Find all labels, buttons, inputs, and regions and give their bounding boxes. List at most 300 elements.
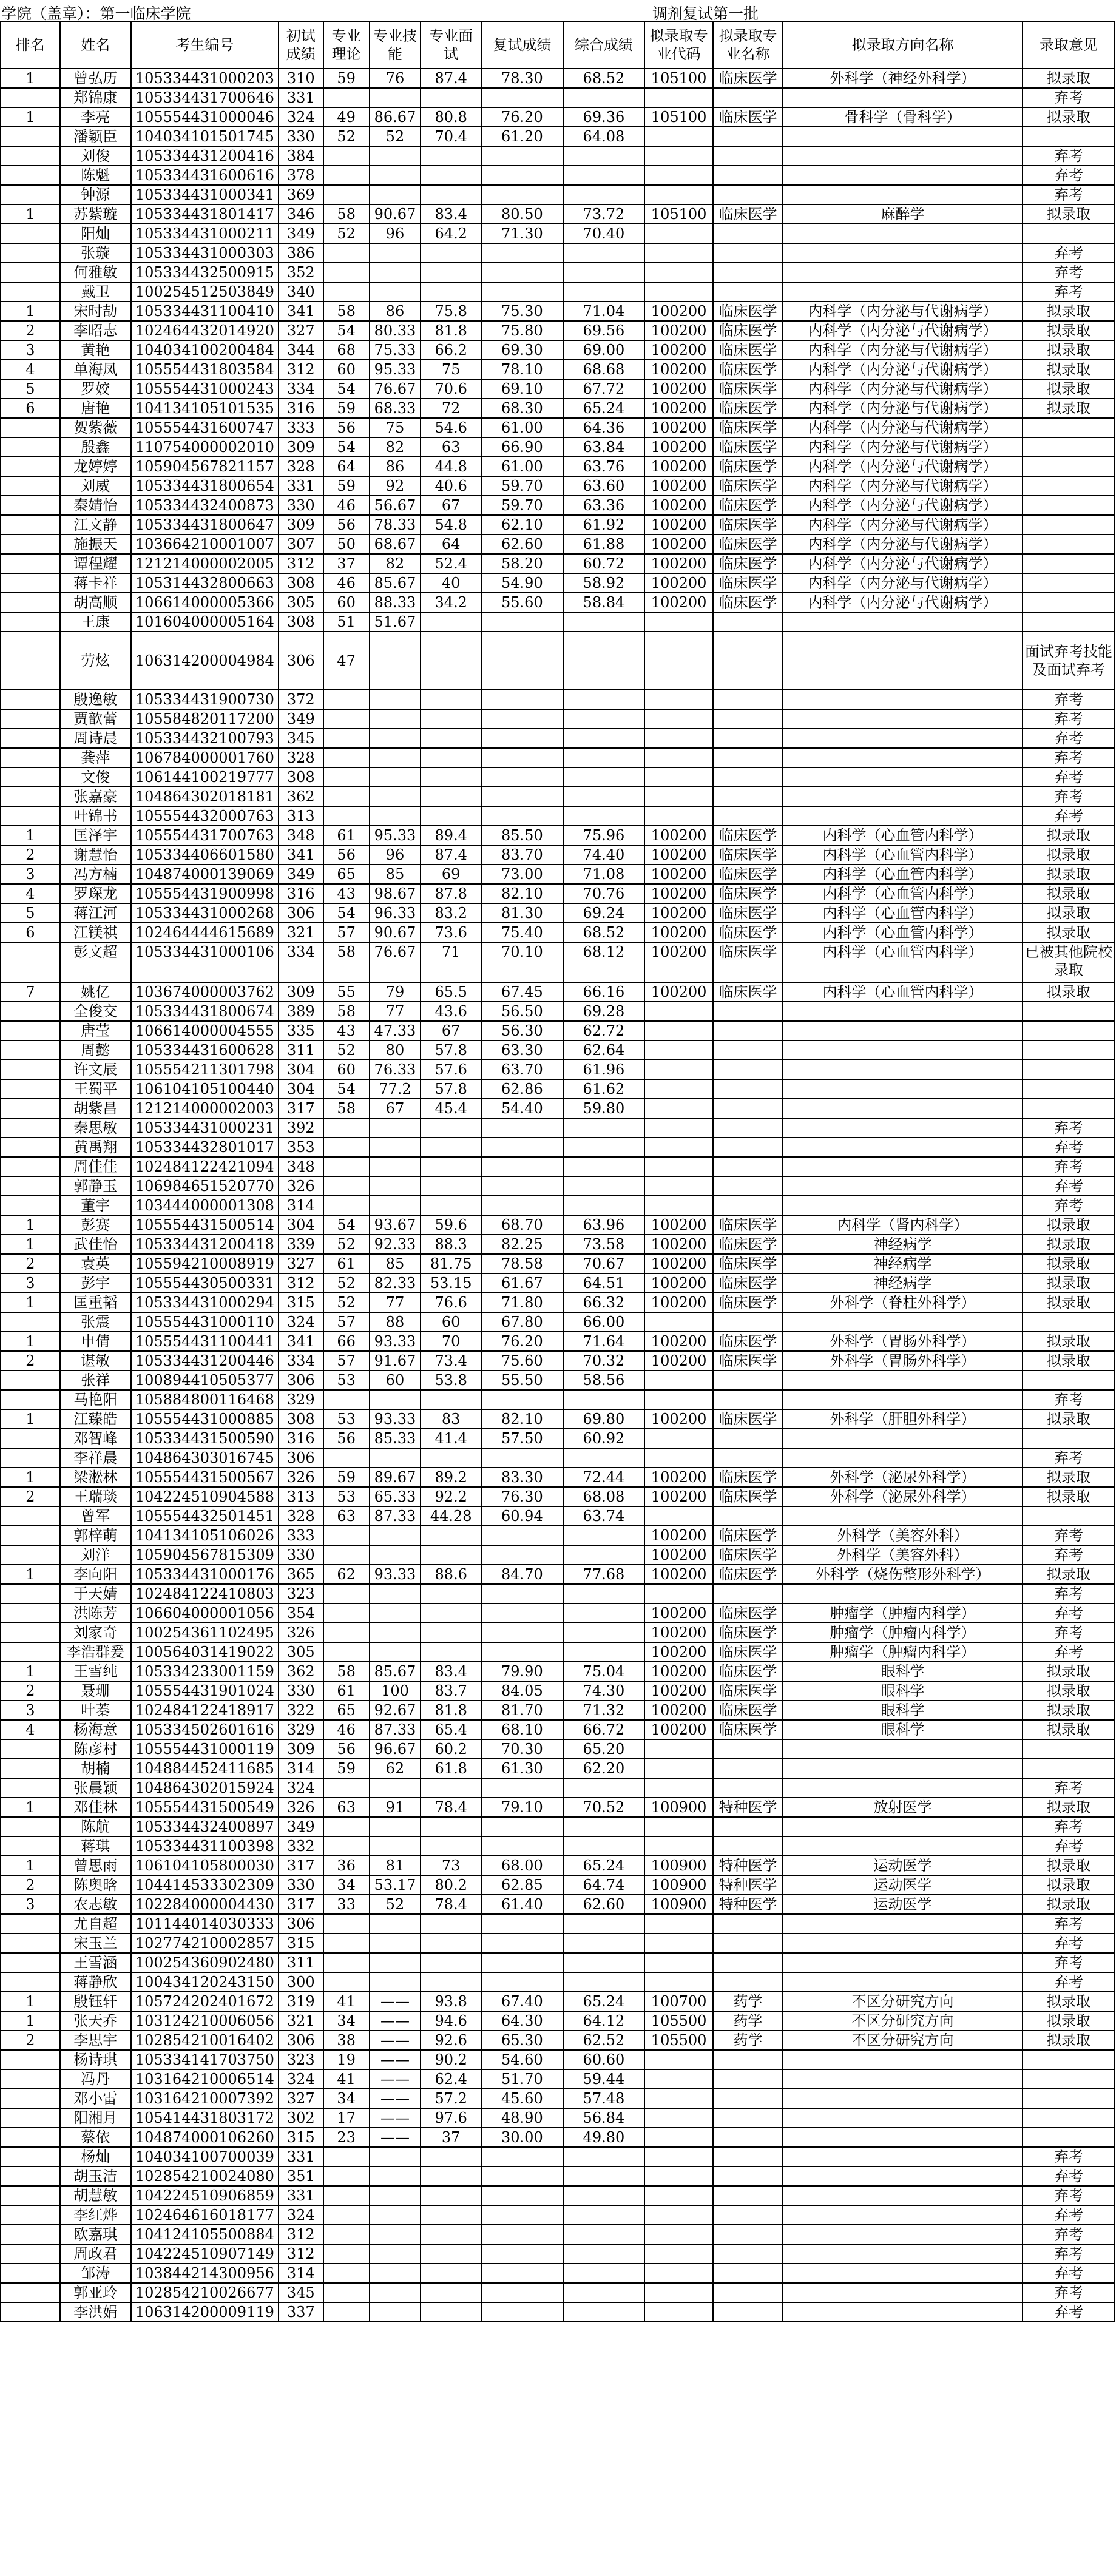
table-row: [1, 1778, 1115, 1798]
major-code-cell: [644, 2128, 713, 2147]
major-name-cell: [713, 282, 783, 302]
major-code-cell: [644, 2069, 713, 2089]
decision-cell: [1023, 496, 1115, 515]
theory-cell: 57: [323, 923, 370, 942]
skill-cell: [370, 2166, 421, 2186]
table-row: [1, 1739, 1115, 1759]
initial-score-cell: 313: [279, 1487, 323, 1506]
interview-cell: [421, 243, 481, 263]
total-score-cell: 72.44: [563, 1468, 645, 1487]
exam-id-cell: 105554431100441: [131, 1332, 279, 1351]
skill-cell: 76: [370, 69, 421, 88]
table-row: [1, 1254, 1115, 1273]
rank-cell: [1, 224, 60, 243]
initial-score-cell: 314: [279, 2264, 323, 2283]
table-row: [1, 166, 1115, 185]
major-code-cell: [644, 2050, 713, 2069]
decision-cell: [1023, 1040, 1115, 1060]
decision-cell: 拟录取: [1023, 2011, 1115, 2031]
table-row: [1, 1176, 1115, 1196]
retest-score-cell: [481, 1934, 563, 1953]
theory-cell: 53: [323, 1371, 370, 1390]
major-name-cell: 临床医学: [713, 107, 783, 127]
direction-cell: 内科学（内分泌与代谢病学）: [783, 321, 1023, 340]
retest-score-cell: 76.30: [481, 1487, 563, 1506]
theory-cell: 52: [323, 127, 370, 146]
name-cell: 于天婧: [60, 1584, 131, 1603]
exam-id-cell: 104034100700039: [131, 2147, 279, 2166]
decision-cell: [1023, 457, 1115, 476]
interview-cell: [421, 88, 481, 107]
initial-score-cell: 326: [279, 1623, 323, 1642]
direction-cell: 运动医学: [783, 1895, 1023, 1914]
exam-id-cell: 104134105101535: [131, 399, 279, 418]
exam-id-cell: 105334431500590: [131, 1429, 279, 1448]
exam-id-cell: 105554432501451: [131, 1506, 279, 1526]
total-score-cell: 63.84: [563, 437, 645, 457]
initial-score-cell: 309: [279, 982, 323, 1002]
decision-cell: 弃考: [1023, 1778, 1115, 1798]
name-cell: 邓小雷: [60, 2089, 131, 2108]
major-name-cell: 临床医学: [713, 1235, 783, 1254]
total-score-cell: [563, 612, 645, 632]
interview-cell: [421, 1934, 481, 1953]
skill-cell: [370, 1836, 421, 1856]
theory-cell: 59: [323, 1759, 370, 1778]
major-code-cell: [644, 2283, 713, 2302]
decision-cell: [1023, 418, 1115, 437]
major-name-cell: 临床医学: [713, 1642, 783, 1662]
retest-score-cell: 82.10: [481, 884, 563, 903]
major-name-cell: [713, 806, 783, 826]
major-name-cell: 临床医学: [713, 1293, 783, 1312]
name-cell: 蒋江河: [60, 903, 131, 923]
rank-cell: [1, 2205, 60, 2225]
exam-id-cell: 105334432801017: [131, 1138, 279, 1157]
name-cell: 邓智峰: [60, 1429, 131, 1448]
retest-score-cell: 76.20: [481, 1332, 563, 1351]
major-name-cell: 临床医学: [713, 1623, 783, 1642]
retest-score-cell: 51.70: [481, 2069, 563, 2089]
major-code-cell: [644, 1021, 713, 1040]
major-name-cell: 临床医学: [713, 1720, 783, 1739]
rank-cell: 1: [1, 1798, 60, 1817]
name-cell: 殷逸敏: [60, 690, 131, 709]
decision-cell: 拟录取: [1023, 1895, 1115, 1914]
table-row: [1, 787, 1115, 806]
major-code-cell: 100200: [644, 1235, 713, 1254]
table-row: [1, 1468, 1115, 1487]
major-name-cell: [713, 748, 783, 767]
retest-score-cell: 45.60: [481, 2089, 563, 2108]
direction-cell: [783, 1429, 1023, 1448]
retest-score-cell: 67.40: [481, 1992, 563, 2011]
interview-cell: [421, 282, 481, 302]
major-code-cell: 100200: [644, 1273, 713, 1293]
major-code-cell: [644, 690, 713, 709]
theory-cell: 50: [323, 534, 370, 554]
exam-id-cell: 105334431000211: [131, 224, 279, 243]
retest-score-cell: 61.00: [481, 418, 563, 437]
major-name-cell: [713, 1972, 783, 1992]
major-name-cell: [713, 1429, 783, 1448]
interview-cell: 70: [421, 1332, 481, 1351]
theory-cell: 46: [323, 573, 370, 593]
exam-id-cell: 106784000001760: [131, 748, 279, 767]
table-row: [1, 1118, 1115, 1138]
initial-score-cell: 315: [279, 2128, 323, 2147]
total-score-cell: 63.60: [563, 476, 645, 496]
rank-cell: [1, 1817, 60, 1836]
rank-cell: [1, 476, 60, 496]
total-score-cell: 68.52: [563, 923, 645, 942]
table-row: [1, 1157, 1115, 1176]
total-score-cell: 57.48: [563, 2089, 645, 2108]
retest-score-cell: 61.30: [481, 1759, 563, 1778]
exam-id-cell: 100254512503849: [131, 282, 279, 302]
major-code-cell: [644, 1584, 713, 1603]
column-header: 拟录取专业代码: [644, 21, 713, 69]
theory-cell: 54: [323, 379, 370, 399]
skill-cell: [370, 1914, 421, 1934]
major-code-cell: 100200: [644, 496, 713, 515]
theory-cell: [323, 1642, 370, 1662]
total-score-cell: [563, 1545, 645, 1565]
direction-cell: 内科学（内分泌与代谢病学）: [783, 496, 1023, 515]
retest-score-cell: [481, 1448, 563, 1468]
interview-cell: 44.28: [421, 1506, 481, 1526]
interview-cell: 45.4: [421, 1099, 481, 1118]
major-code-cell: 100200: [644, 1545, 713, 1565]
retest-score-cell: 71.80: [481, 1293, 563, 1312]
name-cell: 戴卫: [60, 282, 131, 302]
direction-cell: 眼科学: [783, 1662, 1023, 1681]
initial-score-cell: 384: [279, 146, 323, 166]
interview-cell: 67: [421, 496, 481, 515]
exam-id-cell: 103674000003762: [131, 982, 279, 1002]
rank-cell: [1, 418, 60, 437]
table-row: [1, 379, 1115, 399]
total-score-cell: [563, 1836, 645, 1856]
direction-cell: [783, 632, 1023, 690]
decision-cell: 拟录取: [1023, 1875, 1115, 1895]
skill-cell: 95.33: [370, 826, 421, 845]
retest-score-cell: [481, 787, 563, 806]
interview-cell: [421, 2186, 481, 2205]
exam-id-cell: 101604000005164: [131, 612, 279, 632]
rank-cell: [1, 2264, 60, 2283]
table-row: [1, 729, 1115, 748]
major-name-cell: 临床医学: [713, 379, 783, 399]
major-code-cell: [644, 1836, 713, 1856]
table-row: [1, 1409, 1115, 1429]
total-score-cell: 64.74: [563, 1875, 645, 1895]
decision-cell: 拟录取: [1023, 865, 1115, 884]
interview-cell: [421, 2244, 481, 2264]
interview-cell: [421, 1642, 481, 1662]
direction-cell: [783, 612, 1023, 632]
interview-cell: 65.4: [421, 1720, 481, 1739]
decision-cell: [1023, 127, 1115, 146]
rank-cell: 7: [1, 982, 60, 1002]
table-row: [1, 1875, 1115, 1895]
theory-cell: 37: [323, 554, 370, 573]
retest-score-cell: [481, 2225, 563, 2244]
major-name-cell: [713, 2264, 783, 2283]
theory-cell: 61: [323, 1254, 370, 1273]
major-code-cell: [644, 166, 713, 185]
exam-id-cell: 104864302015924: [131, 1778, 279, 1798]
retest-score-cell: 82.10: [481, 1409, 563, 1429]
interview-cell: 97.6: [421, 2108, 481, 2128]
major-name-cell: [713, 1196, 783, 1215]
skill-cell: ——: [370, 2050, 421, 2069]
interview-cell: 62.4: [421, 2069, 481, 2089]
major-code-cell: 100700: [644, 1992, 713, 2011]
exam-id-cell: 105724202401672: [131, 1992, 279, 2011]
document-header: [0, 0, 1119, 21]
skill-cell: 65.33: [370, 1487, 421, 1506]
total-score-cell: 75.04: [563, 1662, 645, 1681]
initial-score-cell: 326: [279, 1468, 323, 1487]
rank-cell: [1, 2089, 60, 2108]
name-cell: 郭亚玲: [60, 2283, 131, 2302]
decision-cell: 弃考: [1023, 2225, 1115, 2244]
skill-cell: ——: [370, 2089, 421, 2108]
table-row: [1, 515, 1115, 534]
rank-cell: [1, 942, 60, 982]
total-score-cell: 61.96: [563, 1060, 645, 1079]
table-row: [1, 496, 1115, 515]
rank-cell: [1, 1603, 60, 1623]
direction-cell: 运动医学: [783, 1856, 1023, 1875]
exam-id-cell: 106604000001056: [131, 1603, 279, 1623]
major-code-cell: 100900: [644, 1895, 713, 1914]
name-cell: 全俊交: [60, 1002, 131, 1021]
rank-cell: 2: [1, 1875, 60, 1895]
initial-score-cell: 311: [279, 1040, 323, 1060]
table-row: [1, 2225, 1115, 2244]
theory-cell: [323, 1176, 370, 1196]
retest-score-cell: [481, 748, 563, 767]
interview-cell: 34.2: [421, 593, 481, 612]
table-row: [1, 1351, 1115, 1371]
interview-cell: 69: [421, 865, 481, 884]
major-name-cell: [713, 146, 783, 166]
initial-score-cell: 337: [279, 2302, 323, 2322]
decision-cell: 拟录取: [1023, 321, 1115, 340]
decision-cell: 拟录取: [1023, 302, 1115, 321]
interview-cell: [421, 1953, 481, 1972]
major-name-cell: [713, 1176, 783, 1196]
interview-cell: 89.2: [421, 1468, 481, 1487]
total-score-cell: 63.76: [563, 457, 645, 476]
decision-cell: 拟录取: [1023, 360, 1115, 379]
skill-cell: 90.67: [370, 204, 421, 224]
table-row: [1, 1040, 1115, 1060]
table-row: [1, 1021, 1115, 1040]
decision-cell: 弃考: [1023, 1545, 1115, 1565]
rank-cell: [1, 263, 60, 282]
column-header: 复试成绩: [481, 21, 563, 69]
decision-cell: [1023, 612, 1115, 632]
total-score-cell: 73.58: [563, 1235, 645, 1254]
name-cell: 周诗晨: [60, 729, 131, 748]
interview-cell: [421, 2205, 481, 2225]
decision-cell: 拟录取: [1023, 204, 1115, 224]
initial-score-cell: 335: [279, 1021, 323, 1040]
retest-score-cell: 68.00: [481, 1856, 563, 1875]
initial-score-cell: 324: [279, 2069, 323, 2089]
exam-id-cell: 105334431700646: [131, 88, 279, 107]
rank-cell: [1, 1196, 60, 1215]
total-score-cell: 74.30: [563, 1681, 645, 1701]
interview-cell: 52.4: [421, 554, 481, 573]
name-cell: 李祥晨: [60, 1448, 131, 1468]
major-name-cell: [713, 2069, 783, 2089]
interview-cell: [421, 1118, 481, 1138]
table-row: [1, 1293, 1115, 1312]
initial-score-cell: 330: [279, 1545, 323, 1565]
retest-score-cell: [481, 1817, 563, 1836]
total-score-cell: 61.88: [563, 534, 645, 554]
major-name-cell: 临床医学: [713, 884, 783, 903]
skill-cell: 91.67: [370, 1351, 421, 1371]
interview-cell: [421, 2264, 481, 2283]
column-header: 专业技能: [370, 21, 421, 69]
interview-cell: 78.4: [421, 1798, 481, 1817]
major-name-cell: [713, 1118, 783, 1138]
skill-cell: 87.33: [370, 1720, 421, 1739]
initial-score-cell: 324: [279, 1778, 323, 1798]
table-row: [1, 1914, 1115, 1934]
direction-cell: [783, 2108, 1023, 2128]
initial-score-cell: 319: [279, 1992, 323, 2011]
name-cell: 黄艳: [60, 340, 131, 360]
exam-id-cell: 105554431500549: [131, 1798, 279, 1817]
major-code-cell: 100200: [644, 826, 713, 845]
interview-cell: [421, 166, 481, 185]
rank-cell: [1, 709, 60, 729]
major-name-cell: [713, 243, 783, 263]
table-row: [1, 1002, 1115, 1021]
decision-cell: 弃考: [1023, 2186, 1115, 2205]
major-name-cell: [713, 1157, 783, 1176]
table-row: [1, 399, 1115, 418]
admission-table: [0, 21, 1115, 2322]
direction-cell: [783, 1002, 1023, 1021]
decision-cell: 拟录取: [1023, 903, 1115, 923]
retest-score-cell: 62.86: [481, 1079, 563, 1099]
interview-cell: [421, 632, 481, 690]
retest-score-cell: 81.30: [481, 903, 563, 923]
major-code-cell: [644, 1138, 713, 1157]
skill-cell: 89.67: [370, 1468, 421, 1487]
rank-cell: [1, 2283, 60, 2302]
direction-cell: 内科学（内分泌与代谢病学）: [783, 399, 1023, 418]
initial-score-cell: 305: [279, 593, 323, 612]
retest-score-cell: [481, 1953, 563, 1972]
rank-cell: [1, 1972, 60, 1992]
exam-id-cell: 104224510907149: [131, 2244, 279, 2264]
retest-score-cell: [481, 243, 563, 263]
interview-cell: 57.6: [421, 1060, 481, 1079]
initial-score-cell: 312: [279, 2244, 323, 2264]
table-row: [1, 573, 1115, 593]
column-header: 专业理论: [323, 21, 370, 69]
rank-cell: 1: [1, 1293, 60, 1312]
major-code-cell: 100200: [644, 923, 713, 942]
direction-cell: [783, 2069, 1023, 2089]
skill-cell: 47.33: [370, 1021, 421, 1040]
major-name-cell: 药学: [713, 2011, 783, 2031]
total-score-cell: 58.92: [563, 573, 645, 593]
name-cell: 彭文超: [60, 942, 131, 982]
skill-cell: 85: [370, 1254, 421, 1273]
major-code-cell: [644, 1157, 713, 1176]
retest-score-cell: 54.60: [481, 2050, 563, 2069]
direction-cell: 外科学（胃肠外科学）: [783, 1332, 1023, 1351]
total-score-cell: [563, 1623, 645, 1642]
interview-cell: [421, 1778, 481, 1798]
total-score-cell: 71.32: [563, 1701, 645, 1720]
name-cell: 何雅敏: [60, 263, 131, 282]
theory-cell: 64: [323, 457, 370, 476]
major-name-cell: 临床医学: [713, 515, 783, 534]
name-cell: 杨海意: [60, 1720, 131, 1739]
total-score-cell: 60.72: [563, 554, 645, 573]
table-row: [1, 1992, 1115, 2011]
interview-cell: 87.4: [421, 69, 481, 88]
skill-cell: 95.33: [370, 360, 421, 379]
major-code-cell: 100200: [644, 1642, 713, 1662]
name-cell: 蒋静欣: [60, 1972, 131, 1992]
theory-cell: [323, 2283, 370, 2302]
theory-cell: [323, 1448, 370, 1468]
major-name-cell: 临床医学: [713, 923, 783, 942]
decision-cell: [1023, 224, 1115, 243]
skill-cell: 60: [370, 1371, 421, 1390]
total-score-cell: 77.68: [563, 1565, 645, 1584]
exam-id-cell: 105334431000106: [131, 942, 279, 982]
major-name-cell: [713, 1390, 783, 1409]
major-name-cell: 临床医学: [713, 1545, 783, 1565]
exam-id-cell: 104034101501745: [131, 127, 279, 146]
name-cell: 董宇: [60, 1196, 131, 1215]
name-cell: 尤自超: [60, 1914, 131, 1934]
theory-cell: 54: [323, 321, 370, 340]
table-row: [1, 2244, 1115, 2264]
skill-cell: ——: [370, 2031, 421, 2050]
direction-cell: [783, 2205, 1023, 2225]
decision-cell: 弃考: [1023, 1448, 1115, 1468]
interview-cell: 90.2: [421, 2050, 481, 2069]
total-score-cell: [563, 1390, 645, 1409]
rank-cell: [1, 1759, 60, 1778]
table-row: [1, 1681, 1115, 1701]
skill-cell: 98.67: [370, 884, 421, 903]
skill-cell: 91: [370, 1798, 421, 1817]
decision-cell: 弃考: [1023, 2264, 1115, 2283]
rank-cell: 2: [1, 1487, 60, 1506]
initial-score-cell: 330: [279, 496, 323, 515]
theory-cell: [323, 1778, 370, 1798]
exam-id-cell: 105334432500915: [131, 263, 279, 282]
major-name-cell: [713, 2186, 783, 2205]
rank-cell: [1, 1118, 60, 1138]
direction-cell: 外科学（胃肠外科学）: [783, 1351, 1023, 1371]
name-cell: 马艳阳: [60, 1390, 131, 1409]
